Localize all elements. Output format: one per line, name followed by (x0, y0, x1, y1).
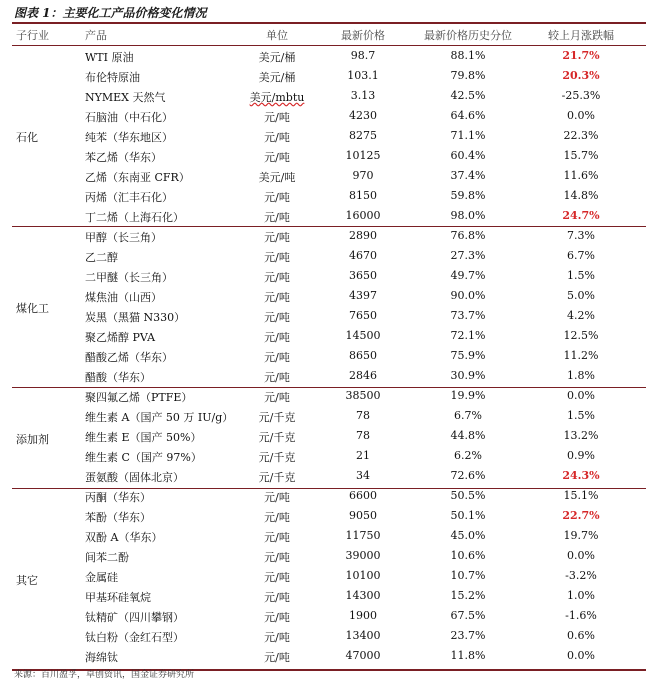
cell-percentile: 10.6% (450, 549, 486, 562)
cell-product: 双酚 A（华东） (85, 531, 163, 544)
cell-unit: 元/吨 (264, 571, 290, 584)
cell-product: 苯乙烯（华东） (85, 151, 162, 164)
cell-product: 煤焦油（山西） (85, 291, 162, 304)
cell-product: NYMEX 天然气 (85, 91, 166, 104)
cell-unit: 元/吨 (264, 211, 290, 224)
cell-product: 金属硅 (85, 571, 118, 584)
cell-change: 15.1% (563, 489, 599, 502)
table-title: 图表 1：主要化工产品价格变化情况 (14, 6, 207, 20)
cell-percentile: 30.9% (450, 369, 486, 382)
header-hist-percentile: 最新价格历史分位 (424, 29, 512, 42)
header-unit: 单位 (266, 29, 288, 42)
cell-unit: 元/吨 (264, 311, 290, 324)
cell-change: -1.6% (565, 609, 597, 622)
group-label: 煤化工 (16, 302, 49, 315)
cell-percentile: 50.5% (450, 489, 486, 502)
cell-price: 78 (356, 409, 370, 422)
table-header (12, 25, 646, 44)
cell-product: 布伦特原油 (85, 71, 140, 84)
cell-percentile: 6.2% (454, 449, 482, 462)
cell-price: 39000 (345, 549, 381, 562)
cell-change: 5.0% (567, 289, 595, 302)
cell-percentile: 10.7% (450, 569, 486, 582)
cell-price: 4230 (349, 109, 377, 122)
cell-percentile: 60.4% (450, 149, 486, 162)
cell-price: 14300 (345, 589, 381, 602)
cell-unit: 元/吨 (264, 291, 290, 304)
cell-unit: 元/吨 (264, 331, 290, 344)
cell-unit: 元/吨 (264, 351, 290, 364)
cell-unit: 元/千克 (258, 451, 296, 464)
cell-change: 22.3% (563, 129, 599, 142)
cell-price: 13400 (345, 629, 381, 642)
table-row (12, 86, 646, 106)
cell-price: 3650 (349, 269, 377, 282)
cell-price: 3.13 (350, 89, 376, 102)
cell-percentile: 98.0% (450, 209, 486, 222)
cell-unit: 美元/mbtu (249, 91, 305, 104)
table-row (12, 166, 646, 186)
cell-unit: 元/吨 (264, 551, 290, 564)
cell-product: 纯苯（华东地区） (85, 131, 173, 144)
cell-unit: 元/吨 (264, 231, 290, 244)
source-note: 来源：百川盈孚，卓创资讯，国金证券研究所 (14, 670, 195, 680)
title-rule (12, 22, 646, 24)
cell-unit: 元/吨 (264, 131, 290, 144)
cell-unit: 元/吨 (264, 491, 290, 504)
table-row (12, 406, 646, 426)
group-label: 其它 (16, 574, 38, 587)
cell-product: 甲基环硅氧烷 (85, 591, 151, 604)
table-row (12, 66, 646, 86)
cell-change: 6.7% (567, 249, 595, 262)
cell-change: 1.8% (567, 369, 595, 382)
cell-product: 聚四氟乙烯（PTFE） (85, 391, 193, 404)
cell-percentile: 73.7% (450, 309, 486, 322)
cell-price: 10100 (345, 569, 381, 582)
cell-change: -25.3% (561, 89, 601, 102)
cell-unit: 元/吨 (264, 651, 290, 664)
header-industry: 子行业 (16, 29, 49, 42)
cell-unit: 元/吨 (264, 271, 290, 284)
table-row (12, 366, 646, 386)
cell-product: 醋酸（华东） (85, 371, 151, 384)
cell-percentile: 37.4% (450, 169, 486, 182)
cell-product: 聚乙烯醇 PVA (85, 331, 156, 344)
cell-percentile: 44.8% (450, 429, 486, 442)
cell-percentile: 11.8% (450, 649, 486, 662)
cell-change: -3.2% (565, 569, 597, 582)
cell-unit: 元/吨 (264, 631, 290, 644)
cell-product: 维生素 C（国产 97%） (85, 451, 202, 464)
table-row (12, 426, 646, 446)
cell-unit: 元/吨 (264, 391, 290, 404)
table-row (12, 226, 646, 246)
table-row (12, 466, 646, 486)
cell-change: 22.7% (562, 509, 600, 522)
cell-change: 0.0% (567, 389, 595, 402)
cell-price: 47000 (345, 649, 381, 662)
cell-change: 12.5% (563, 329, 599, 342)
cell-unit: 元/吨 (264, 531, 290, 544)
cell-change: 20.3% (562, 69, 600, 82)
cell-change: 4.2% (567, 309, 595, 322)
cell-unit: 元/吨 (264, 251, 290, 264)
cell-product: 甲醇（长三角） (85, 231, 162, 244)
cell-percentile: 72.6% (450, 469, 486, 482)
table-row (12, 186, 646, 206)
cell-percentile: 15.2% (450, 589, 486, 602)
table-row (12, 606, 646, 626)
cell-price: 98.7 (350, 49, 376, 62)
cell-percentile: 59.8% (450, 189, 486, 202)
cell-unit: 元/吨 (264, 511, 290, 524)
table-row (12, 646, 646, 666)
table-row (12, 46, 646, 66)
cell-price: 10125 (345, 149, 381, 162)
header-product: 产品 (85, 29, 107, 42)
cell-price: 2890 (349, 229, 377, 242)
table-row (12, 286, 646, 306)
cell-product: 维生素 E（国产 50%） (85, 431, 202, 444)
cell-price: 78 (356, 429, 370, 442)
cell-price: 1900 (349, 609, 377, 622)
table-row (12, 386, 646, 406)
cell-percentile: 45.0% (450, 529, 486, 542)
header-latest-price: 最新价格 (341, 29, 385, 42)
header-mom-change: 较上月涨跌幅 (548, 29, 614, 42)
cell-percentile: 71.1% (450, 129, 486, 142)
cell-percentile: 75.9% (450, 349, 486, 362)
table-row (12, 246, 646, 266)
cell-percentile: 6.7% (454, 409, 482, 422)
cell-product: 钛精矿（四川攀钢） (85, 611, 184, 624)
cell-change: 0.0% (567, 109, 595, 122)
cell-change: 14.8% (563, 189, 599, 202)
cell-percentile: 67.5% (450, 609, 486, 622)
cell-price: 4670 (349, 249, 377, 262)
cell-price: 38500 (345, 389, 381, 402)
cell-change: 21.7% (562, 49, 600, 62)
cell-percentile: 50.1% (450, 509, 486, 522)
table-row (12, 566, 646, 586)
cell-product: 维生素 A（国产 50 万 IU/g） (85, 411, 234, 424)
cell-percentile: 64.6% (450, 109, 486, 122)
cell-price: 8650 (349, 349, 377, 362)
table-row (12, 206, 646, 226)
cell-change: 0.9% (567, 449, 595, 462)
table-row (12, 626, 646, 646)
cell-change: 11.6% (563, 169, 599, 182)
cell-price: 970 (352, 169, 374, 182)
cell-percentile: 23.7% (450, 629, 486, 642)
cell-product: 炭黑（黑猫 N330） (85, 311, 186, 324)
cell-unit: 美元/吨 (258, 171, 296, 184)
cell-product: 石脑油（中石化） (85, 111, 173, 124)
cell-change: 1.5% (567, 269, 595, 282)
cell-percentile: 42.5% (450, 89, 486, 102)
table-row (12, 586, 646, 606)
cell-price: 16000 (345, 209, 381, 222)
cell-price: 8150 (349, 189, 377, 202)
table-row (12, 106, 646, 126)
cell-unit: 美元/桶 (258, 71, 296, 84)
cell-product: 丁二烯（上海石化） (85, 211, 184, 224)
cell-unit: 美元/桶 (258, 51, 296, 64)
cell-product: 丙酮（华东） (85, 491, 151, 504)
cell-price: 9050 (349, 509, 377, 522)
cell-change: 1.0% (567, 589, 595, 602)
cell-price: 14500 (345, 329, 381, 342)
cell-price: 7650 (349, 309, 377, 322)
table-row (12, 266, 646, 286)
table-row (12, 526, 646, 546)
table-row (12, 146, 646, 166)
cell-change: 19.7% (563, 529, 599, 542)
cell-change: 24.3% (562, 469, 600, 482)
table-row (12, 446, 646, 466)
cell-product: 钛白粉（金红石型） (85, 631, 184, 644)
cell-product: 丙烯（汇丰石化） (85, 191, 173, 204)
cell-percentile: 88.1% (450, 49, 486, 62)
table-row (12, 326, 646, 346)
cell-unit: 元/吨 (264, 371, 290, 384)
cell-unit: 元/吨 (264, 111, 290, 124)
table-row (12, 126, 646, 146)
cell-unit: 元/吨 (264, 191, 290, 204)
cell-price: 8275 (349, 129, 377, 142)
cell-percentile: 19.9% (450, 389, 486, 402)
cell-unit: 元/千克 (258, 431, 296, 444)
cell-product: 海绵钛 (85, 651, 118, 664)
cell-unit: 元/吨 (264, 151, 290, 164)
cell-percentile: 76.8% (450, 229, 486, 242)
cell-change: 1.5% (567, 409, 595, 422)
cell-product: 二甲醚（长三角） (85, 271, 173, 284)
cell-percentile: 72.1% (450, 329, 486, 342)
cell-price: 11750 (345, 529, 381, 542)
cell-unit: 元/吨 (264, 591, 290, 604)
cell-product: 乙二醇 (85, 251, 118, 264)
cell-product: 蛋氨酸（固体北京） (85, 471, 184, 484)
cell-change: 13.2% (563, 429, 599, 442)
cell-change: 11.2% (563, 349, 599, 362)
cell-price: 21 (356, 449, 370, 462)
cell-change: 15.7% (563, 149, 599, 162)
table-row (12, 506, 646, 526)
table-row (12, 306, 646, 326)
cell-price: 6600 (349, 489, 377, 502)
cell-percentile: 79.8% (450, 69, 486, 82)
cell-price: 2846 (349, 369, 377, 382)
table-row (12, 346, 646, 366)
cell-unit: 元/吨 (264, 611, 290, 624)
table-body (12, 46, 646, 666)
table-row (12, 486, 646, 506)
cell-price: 34 (356, 469, 370, 482)
cell-product: 间苯二酚 (85, 551, 129, 564)
cell-product: 醋酸乙烯（华东） (85, 351, 173, 364)
cell-product: 苯酚（华东） (85, 511, 151, 524)
table-row (12, 546, 646, 566)
cell-percentile: 90.0% (450, 289, 486, 302)
cell-unit: 元/千克 (258, 411, 296, 424)
cell-price: 103.1 (347, 69, 379, 82)
cell-product: 乙烯（东南亚 CFR） (85, 171, 190, 184)
cell-change: 0.0% (567, 649, 595, 662)
group-label: 石化 (16, 131, 38, 144)
cell-change: 0.0% (567, 549, 595, 562)
cell-change: 0.6% (567, 629, 595, 642)
cell-product: WTI 原油 (85, 51, 134, 64)
cell-percentile: 49.7% (450, 269, 486, 282)
cell-percentile: 27.3% (450, 249, 486, 262)
cell-price: 4397 (349, 289, 377, 302)
group-label: 添加剂 (16, 433, 49, 446)
cell-unit: 元/千克 (258, 471, 296, 484)
cell-change: 24.7% (562, 209, 600, 222)
cell-change: 7.3% (567, 229, 595, 242)
